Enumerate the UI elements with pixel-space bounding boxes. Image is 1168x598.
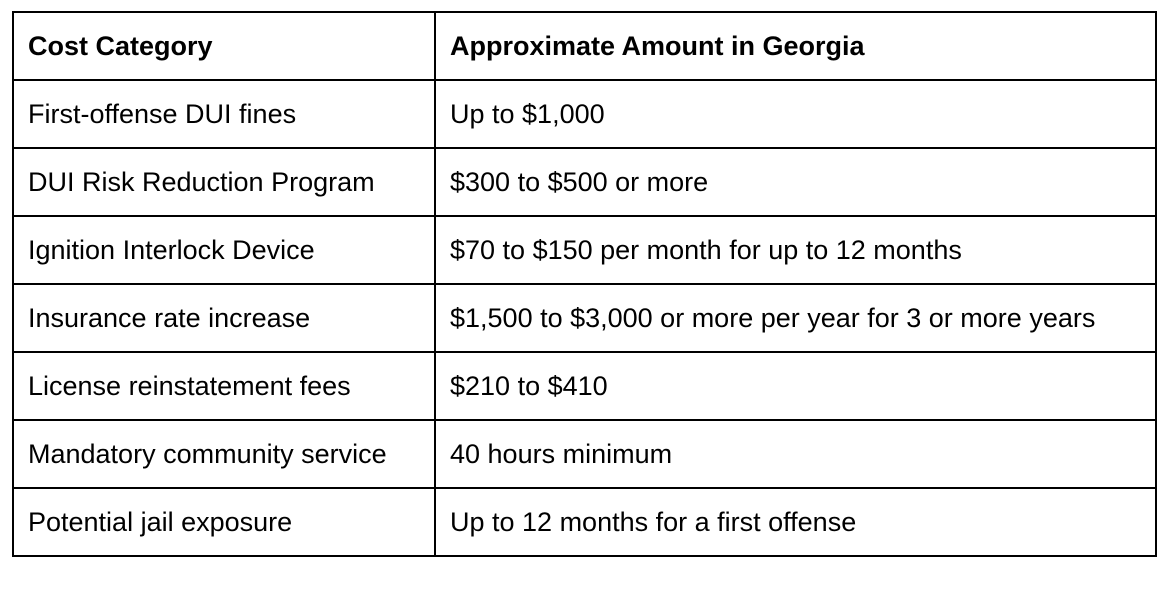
table-row bbox=[13, 148, 1156, 216]
amount-cell: 40 hours minimum bbox=[435, 420, 1156, 488]
amount-cell: $300 to $500 or more bbox=[435, 148, 1156, 216]
table-row bbox=[13, 352, 1156, 420]
table-row bbox=[13, 488, 1156, 556]
cost-category-cell: First-offense DUI fines bbox=[13, 80, 435, 148]
amount-cell: $70 to $150 per month for up to 12 months bbox=[435, 216, 1156, 284]
cost-category-cell: License reinstatement fees bbox=[13, 352, 435, 420]
cost-category-cell: Mandatory community service bbox=[13, 420, 435, 488]
cost-category-cell: Potential jail exposure bbox=[13, 488, 435, 556]
cost-table bbox=[12, 11, 1157, 557]
table-row bbox=[13, 420, 1156, 488]
amount-cell: $210 to $410 bbox=[435, 352, 1156, 420]
cost-category-cell: Insurance rate increase bbox=[13, 284, 435, 352]
amount-cell: Up to $1,000 bbox=[435, 80, 1156, 148]
cost-category-cell: Ignition Interlock Device bbox=[13, 216, 435, 284]
table-header-row bbox=[13, 12, 1156, 80]
header-approximate-amount: Approximate Amount in Georgia bbox=[435, 12, 1156, 80]
amount-cell: Up to 12 months for a first offense bbox=[435, 488, 1156, 556]
header-cost-category: Cost Category bbox=[13, 12, 435, 80]
table-row bbox=[13, 80, 1156, 148]
table-row bbox=[13, 216, 1156, 284]
amount-cell: $1,500 to $3,000 or more per year for 3 or more years bbox=[435, 284, 1156, 352]
table-row bbox=[13, 284, 1156, 352]
cost-category-cell: DUI Risk Reduction Program bbox=[13, 148, 435, 216]
